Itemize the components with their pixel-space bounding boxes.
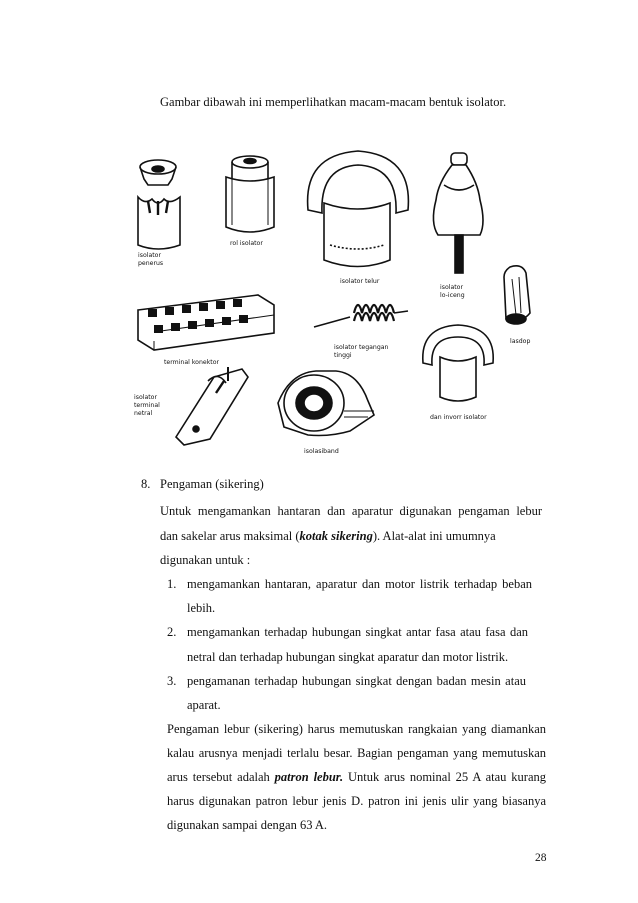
isolator-lonceng-drawing — [433, 153, 483, 273]
label-isolator-tegangan-tinggi-1: isolator tegangan — [334, 344, 389, 351]
item-1-line1: mengamankan hantaran, aparatur dan motor listrik terhadap beban — [187, 577, 532, 591]
intro-text: Gambar dibawah ini memperlihatkan macam-macam bentuk isolator. — [160, 95, 507, 109]
label-isolator-penerus-1: isolator — [138, 252, 161, 259]
label-isolator-lonceng-1: isolator — [440, 284, 463, 291]
item-1-line2: lebih. — [187, 601, 216, 615]
isolator-terminal-netral-drawing — [176, 367, 248, 445]
kotak-sikering-emphasis: kotak sikering — [299, 529, 373, 543]
para2-line4: harus digunakan patron lebur jenis D. patron ini jenis ulir yang biasanya — [167, 794, 546, 808]
item-2-line1: mengamankan terhadap hubungan singkat antar fasa atau fasa dan — [187, 625, 528, 639]
lasdop-drawing — [504, 266, 530, 324]
label-isolator-terminal-netral-2: terminal — [134, 402, 160, 409]
terminal-konektor-drawing — [138, 295, 274, 350]
isolator-tegangan-tinggi-drawing — [314, 305, 408, 327]
para2-line1: Pengaman lebur (sikering) harus memutuskan rangkaian yang diamankan — [167, 722, 546, 736]
section-number: 8. — [141, 477, 151, 491]
item-2-line2: netral dan terhadap hubungan singkat aparatur dan motor listrik. — [187, 650, 509, 664]
item-3-number: 3. — [167, 674, 177, 688]
insulator-figure — [118, 145, 550, 457]
label-isolator-telur: isolator telur — [340, 278, 380, 285]
label-isolator-terminal-netral-3: netral — [134, 410, 153, 417]
label-terminal-konektor: terminal konektor — [164, 359, 220, 366]
isolator-penerus-drawing — [138, 160, 180, 249]
label-invorr-isolator: dan invorr isolator — [430, 414, 487, 421]
label-rol-isolator: rol isolator — [230, 240, 263, 247]
label-isolator-lonceng-2: lo-iceng — [440, 292, 465, 299]
para2-line3: arus tersebut adalah patron lebur. Untuk arus nominal 25 A atau kurang — [167, 770, 546, 784]
rol-isolator-drawing — [226, 156, 274, 232]
label-isolator-tegangan-tinggi-2: tinggi — [334, 352, 352, 359]
item-1-number: 1. — [167, 577, 177, 591]
label-lasdop: lasdop — [510, 338, 531, 345]
insulator-drawings — [118, 145, 550, 457]
label-isolasiband: isolasiband — [304, 448, 339, 455]
isolasiband-drawing — [278, 371, 374, 436]
section-title: Pengaman (sikering) — [160, 477, 264, 491]
label-isolator-terminal-netral-1: isolator — [134, 394, 157, 401]
para2-line5: digunakan sampai dengan 63 A. — [167, 818, 328, 832]
para2-line2: kalau arusnya menjadi terlalu besar. Bagian pengaman yang memutuskan — [167, 746, 546, 760]
para1-line1: Untuk mengamankan hantaran dan aparatur digunakan pengaman lebur — [160, 504, 542, 518]
para1-line2: dan sakelar arus maksimal (kotak sikering). Alat-alat ini umumnya — [160, 529, 496, 543]
invorr-isolator-drawing — [423, 325, 493, 401]
patron-lebur-emphasis: patron lebur. — [274, 770, 344, 784]
item-3-line2: aparat. — [187, 698, 221, 712]
label-isolator-penerus-2: penerus — [138, 260, 164, 267]
isolator-telur-drawing — [308, 151, 409, 267]
page-number: 28 — [535, 852, 547, 864]
item-3-line1: pengamanan terhadap hubungan singkat dengan badan mesin atau — [187, 674, 526, 688]
para1-line3: digunakan untuk : — [160, 553, 251, 567]
item-2-number: 2. — [167, 625, 177, 639]
